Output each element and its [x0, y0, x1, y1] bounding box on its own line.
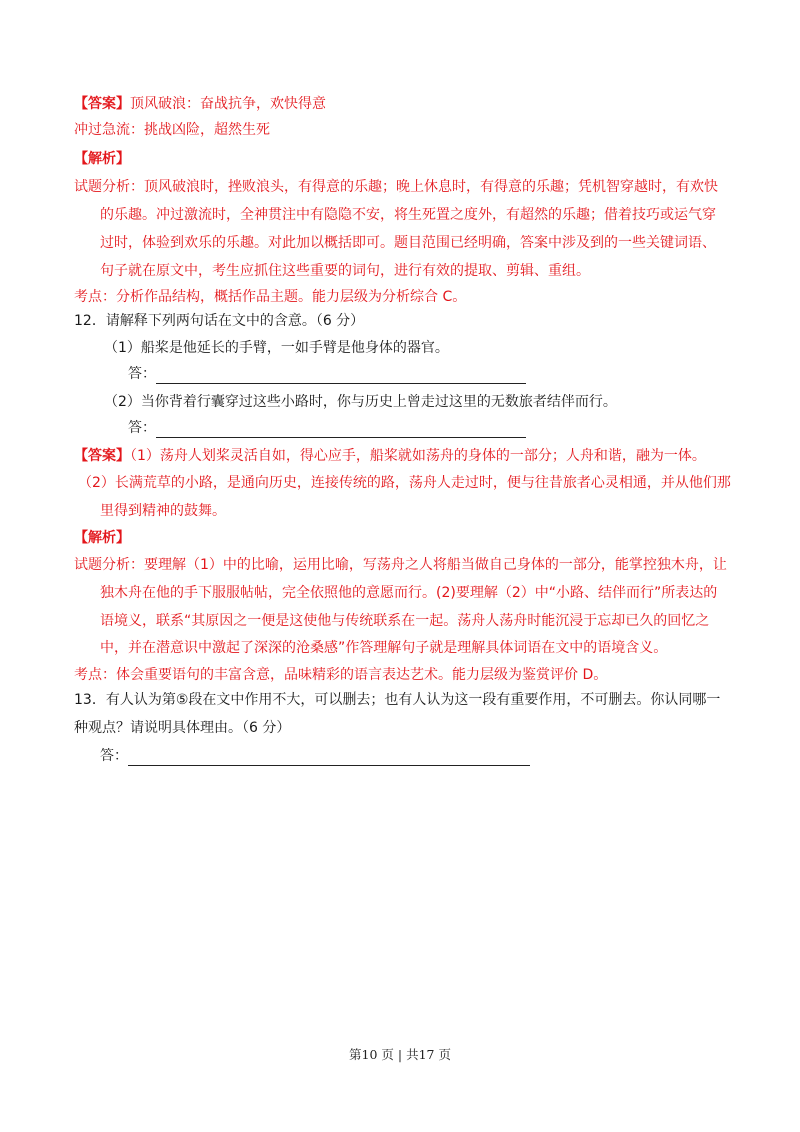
- answer-line-12-2: [128, 418, 526, 438]
- answer-12-line-2: （2）长满荒草的小路，是通向历史，连接传统的路，荡舟人走过时，便与往昔旅者心灵相通，并从他们那: [78, 475, 731, 491]
- answer-tag: 【答案】: [74, 448, 130, 464]
- question-13-stem-line-2: 种观点？请说明具体理由。（6 分）: [74, 720, 291, 736]
- analysis-tag: 【解析】: [74, 530, 130, 546]
- answer-12-line-1: [74, 446, 706, 466]
- answer-line-13: [100, 746, 530, 766]
- kaodian-12: 考点：体会重要语句的丰富含意，品味精彩的语言表达艺术。能力层级为鉴赏评价 D。: [74, 667, 608, 683]
- analysis-11-line-3: 过时，体验到欢乐的乐趣。对此加以概括即可。题目范围已经明确，答案中涉及到的一些关键词语、: [100, 235, 716, 251]
- answer-11-line-1: [74, 94, 326, 114]
- answer-label: 答：: [100, 748, 128, 764]
- answer-blank[interactable]: [128, 751, 530, 766]
- answer-text: （1）荡舟人划桨灵活自如，得心应手，船桨就如荡舟的身体的一部分；人舟和谐，融为一体。: [130, 448, 706, 464]
- kaodian-11: 考点：分析作品结构，概括作品主题。能力层级为分析综合 C。: [74, 289, 467, 305]
- question-12-item-1: （1）船桨是他延长的手臂，一如手臂是他身体的器官。: [104, 340, 449, 356]
- answer-label: 答：: [128, 420, 156, 436]
- analysis-12-line-3: 语境义，联系“其原因之一便是这使他与传统联系在一起。荡舟人荡舟时能沉浸于忘却已久的回忆之: [100, 613, 710, 629]
- analysis-11-line-2: 的乐趣。冲过激流时，全神贯注中有隐隐不安，将生死置之度外，有超然的乐趣；借着技巧或运气穿: [100, 207, 716, 223]
- answer-blank[interactable]: [156, 423, 526, 438]
- answer-11-line-2: 冲过急流：挑战凶险，超然生死: [74, 122, 270, 138]
- answer-12-line-3: 里得到精神的鼓舞。: [100, 503, 226, 519]
- question-12-stem: 12．请解释下列两句话在文中的含意。（6 分）: [74, 313, 365, 329]
- analysis-12-line-1: 试题分析：要理解（1）中的比喻，运用比喻，写荡舟之人将船当做自己身体的一部分，能掌控独木舟，让: [74, 557, 727, 573]
- answer-tag: 【答案】: [74, 96, 130, 112]
- answer-text: 顶风破浪：奋战抗争，欢快得意: [130, 96, 326, 112]
- analysis-12-line-2: 独木舟在他的手下服服帖帖，完全依照他的意愿而行。(2)要理解（2）中“小路、结伴而行”所表达的: [100, 585, 718, 601]
- answer-blank[interactable]: [156, 369, 526, 384]
- question-13-stem-line-1: 13．有人认为第⑤段在文中作用不大，可以删去；也有人认为这一段有重要作用，不可删去。你认同哪一: [74, 692, 721, 708]
- question-12-item-2: （2）当你背着行囊穿过这些小路时，你与历史上曾走过这里的无数旅者结伴而行。: [104, 394, 617, 410]
- analysis-tag: 【解析】: [74, 151, 130, 167]
- analysis-11-line-1: 试题分析：顶风破浪时，挫败浪头，有得意的乐趣；晚上休息时，有得意的乐趣；凭机智穿越时，有欢快: [74, 179, 718, 195]
- analysis-12-line-4: 中，并在潜意识中激起了深深的沧桑感”作答理解句子就是理解具体词语在文中的语境含义。: [100, 640, 668, 656]
- answer-label: 答：: [128, 366, 156, 382]
- answer-line-12-1: [128, 364, 526, 384]
- analysis-11-line-4: 句子就在原文中，考生应抓住这些重要的词句，进行有效的提取、剪辑、重组。: [100, 263, 590, 279]
- page-footer: 第10 页 | 共17 页: [349, 1047, 451, 1062]
